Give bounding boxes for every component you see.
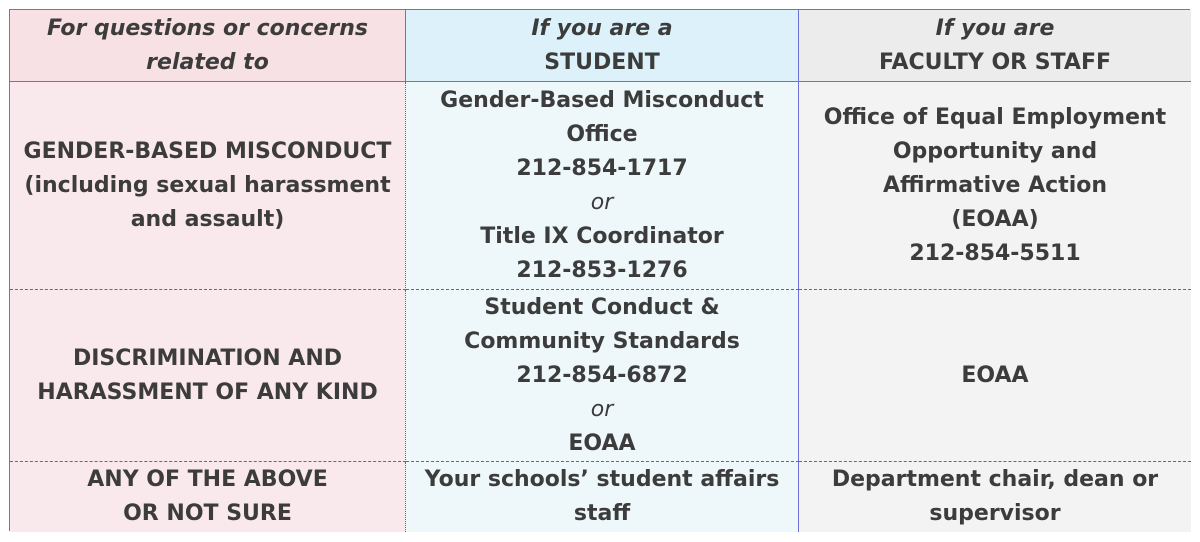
- row-gender-misconduct-student: [406, 82, 799, 290]
- faculty-phone: 212-854-5511: [909, 240, 1081, 266]
- row-discrimination-faculty: [799, 290, 1191, 462]
- student-phone: 212-854-6872: [516, 362, 688, 388]
- topic-line: ANY OF THE ABOVE: [87, 467, 328, 492]
- topic-line: and assault): [130, 206, 285, 232]
- student-contact-line: Title IX Coordinator: [480, 223, 724, 249]
- row-not-sure-faculty: [799, 462, 1191, 532]
- or-separator: or: [590, 189, 614, 215]
- student-contact-line: staff: [573, 501, 631, 526]
- faculty-contact-line: Office of Equal Employment: [823, 104, 1167, 130]
- student-contact-line: Student Conduct &: [484, 294, 720, 320]
- faculty-contact-line: (EOAA): [951, 206, 1039, 232]
- faculty-contact-line: Affirmative Action: [882, 172, 1108, 198]
- topic-line: HARASSMENT OF ANY KIND: [37, 379, 378, 405]
- row-gender-misconduct-faculty: [799, 82, 1191, 290]
- header-faculty: [799, 10, 1191, 82]
- student-contact-line: Community Standards: [464, 328, 740, 354]
- header-topic-line2: related to: [146, 49, 269, 75]
- topic-line: OR NOT SURE: [123, 501, 292, 526]
- header-student-line1: If you are a: [531, 15, 673, 41]
- header-faculty-line2: FACULTY OR STAFF: [878, 49, 1112, 75]
- header-topic-line1: For questions or concerns: [47, 15, 368, 41]
- student-contact-line: EOAA: [568, 430, 636, 456]
- faculty-contact-line: Department chair, dean or: [831, 467, 1159, 492]
- header-student: [406, 10, 799, 82]
- faculty-contact-line: supervisor: [929, 501, 1061, 526]
- faculty-contact-line: Opportunity and: [892, 138, 1098, 164]
- topic-line: GENDER-BASED MISCONDUCT: [23, 138, 392, 164]
- topic-line: (including sexual harassment: [24, 172, 391, 198]
- row-discrimination-student: [406, 290, 799, 462]
- header-student-line2: STUDENT: [544, 49, 660, 75]
- contact-table: [9, 9, 1190, 531]
- student-phone: 212-853-1276: [516, 257, 688, 283]
- student-contact-line: Your schools’ student affairs: [424, 467, 780, 492]
- student-contact-line: Office: [566, 121, 638, 147]
- student-contact-line: Gender-Based Misconduct: [440, 87, 764, 113]
- header-faculty-line1: If you are: [935, 15, 1055, 41]
- faculty-contact-line: EOAA: [961, 362, 1029, 388]
- row-discrimination-topic: [10, 290, 406, 462]
- row-gender-misconduct-topic: [10, 82, 406, 290]
- row-not-sure-topic: [10, 462, 406, 532]
- topic-line: DISCRIMINATION AND: [72, 345, 343, 371]
- or-separator: or: [590, 396, 614, 422]
- student-phone: 212-854-1717: [516, 155, 688, 181]
- header-topic: [10, 10, 406, 82]
- row-not-sure-student: [406, 462, 799, 532]
